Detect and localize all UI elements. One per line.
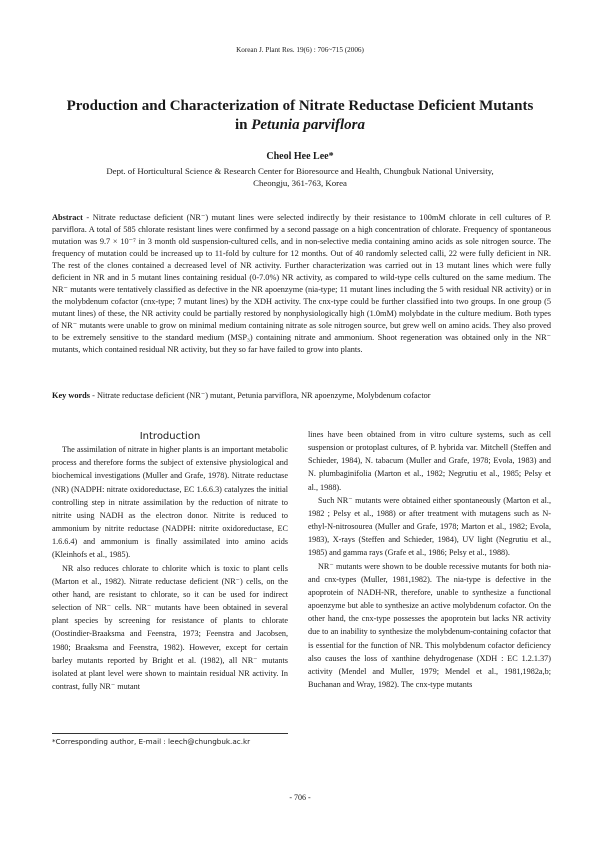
abstract-label: Abstract <box>52 213 83 222</box>
paper-title <box>40 97 560 135</box>
footnote-divider <box>52 733 288 734</box>
corresponding-author-footnote: *Corresponding author, E-mail : leech@chungbuk.ac.kr <box>52 737 251 746</box>
affiliation <box>60 165 540 189</box>
paragraph: Such NR⁻ mutants were obtained either spontaneously (Marton et al., 1982 ; Pelsy et al., 1988) or after treatment with mutagens such as N-ethyl-N-nitrosourea (Muller and Grafe, 1978; Marton et al., 1982; Evola, 1983), X-rays (Steffen and Schieder, 1984), UV light (Negrutiu et al., 1985) and gamma rays (Grafe et al., 1986; Pelsy et al., 1988). <box>308 495 551 558</box>
affiliation-line-1: Dept. of Horticultural Science & Research Center for Bioresource and Health, Chungbuk National University, <box>106 166 494 176</box>
affiliation-line-2: Cheongju, 361-763, Korea <box>253 178 347 188</box>
author-name: Cheol Hee Lee* <box>266 151 334 162</box>
paragraph: The assimilation of nitrate in higher plants is an important metabolic process and therefore forms the subject of extensive physiological and biochemical investigations (Muller and Grafe, 1978). Nitrate reductase (NR) (NADPH: nitrate oxidoreductase, EC 1.6.6.3) catalyzes the initial controlling step in nitrate assimilation by the reduction of nitrate to nitrite using NADH as the electron donor. Nitrite is reduced to ammonium by nitrite reductase (NADPH: nitrite oxidoreductase, EC 1.6.6.4) and ammonium is finally assimilated into amino acids (Kleinhofs et al., 1985). <box>52 445 288 560</box>
title-species: Petunia parviflora <box>251 117 366 133</box>
section-heading-introduction: Introduction <box>139 431 201 442</box>
right-column <box>308 428 551 691</box>
journal-citation: Korean J. Plant Res. 19(6) : 706~715 (2006) <box>236 46 364 54</box>
title-line-2 <box>40 116 560 135</box>
title-prefix: in <box>234 117 252 133</box>
abstract <box>52 212 551 356</box>
keywords <box>52 390 551 402</box>
left-column <box>52 430 288 693</box>
keywords-label: Key words <box>52 391 91 400</box>
page-number: - 706 - <box>289 793 311 802</box>
title-line-1: Production and Characterization of Nitrate Reductase Deficient Mutants <box>66 98 534 114</box>
paragraph: NR⁻ mutants were shown to be double recessive mutants for both nia- and cnx-types (Muller, 1981,1982). The nia-type is defective in the apoprotein of NADH-NR, therefore, unable to synthesize a functional apoenzyme but able to synthesize an active molybdenum cofactor. On the other hand, the cnx-type possesses the apoprotein but lacks NR activity due to an inability to synthesize the molybdenum-containing cofactor that is essential for the function of NR. This molybdenum cofactor deficiency also causes the loss of xanthine dehydrogenase (XDH : EC 1.2.1.37) activity (Mendel and Muller, 1979; Mendel et al., 1981,1982a,b; Buchanan and Wray, 1982). The cnx-type mutants <box>308 561 551 689</box>
keywords-text: - Nitrate reductase deficient (NR⁻) mutant, Petunia parviflora, NR apoenzyme, Molybdenum cofactor <box>90 391 431 400</box>
paragraph: lines have been obtained from in vitro culture systems, such as cell suspension or protoplast cultures, of P. hybrida var. Mitchell (Steffen and Schieder, 1984), N. tabacum (Muller and Grafe, 1978; Evola, 1983) and N. plumbaginifolia (Marton et al., 1982; Negrutiu et al., 1985; Pelsy et al., 1988). <box>308 430 551 492</box>
abstract-text: - Nitrate reductase deficient (NR⁻) mutant lines were selected indirectly by their resistance to 100mM chlorate in cell cultures of P. parviflora. A total of 585 chlorate resistant lines were confirmed by a second passage on a high concentration of chlorate. Frequency of spontaneous mutation was 9.7 × 10⁻⁷ in 3 month old suspension-cultured cells, and in non-selective media containing amino acids as sole nitrogen source. The frequency of mutation could be increased up to 11-fold by culture for 12 months. Out of 40 randomly selected calli, 22 were fully deficient in NR. The rest of the clones contained a decreased level of NR activity. Further characterization was carried out in 13 mutant lines which were fully deficient in NR and in 5 mutant lines containing residual (0-7.0%) NR activity, as compared to wild-type cells cultured on the same medium. The NR⁻ mutants were tentatively classified as defective in the NR apoenzyme (nia-type; 11 mutant lines including the 5 with residual NR activity) or in the molybdenum cofactor (cnx-type; 7 mutant lines) by the XDH activity. The cnx-type could be further classified into two groups. In one group (5 mutant lines) of these, the NR activity could be partially restored by nonphysiologically high (1.0mM) molybdate in the culture medium. Both types of NR⁻ mutants were unable to grow on minimal medium containing nitrate as sole nitrogen source, but grew well on amino acids. They also proved to be extremely sensitive to the standard medium (MSP₃) containing nitrate and ammonium. Shoot regeneration was obtained only in the NR⁻ mutants, which contained residual NR activity, but they so far have failed to grow into plants. <box>52 213 551 354</box>
paragraph: NR also reduces chlorate to chlorite which is toxic to plant cells (Marton et al., 1982). Nitrate reductase deficient (NR⁻) cells, on the other hand, are resistant to chlorate, so it can be used for indirect selection of NR⁻ cells. NR⁻ mutants have been obtained in several plant species by screening for resistance of plants to chlorate (Oostindier-Braaksma and Feenstra, 1973; Feenstra and Jacobsen, 1980; Braaksma and Feenstra, 1982). However, except for certain barley mutants reported by Bright et al. (1982), all NR⁻ mutants isolated at plant level were shown to maintain residual NR activity. In contrast, fully NR⁻ mutant <box>52 563 288 691</box>
